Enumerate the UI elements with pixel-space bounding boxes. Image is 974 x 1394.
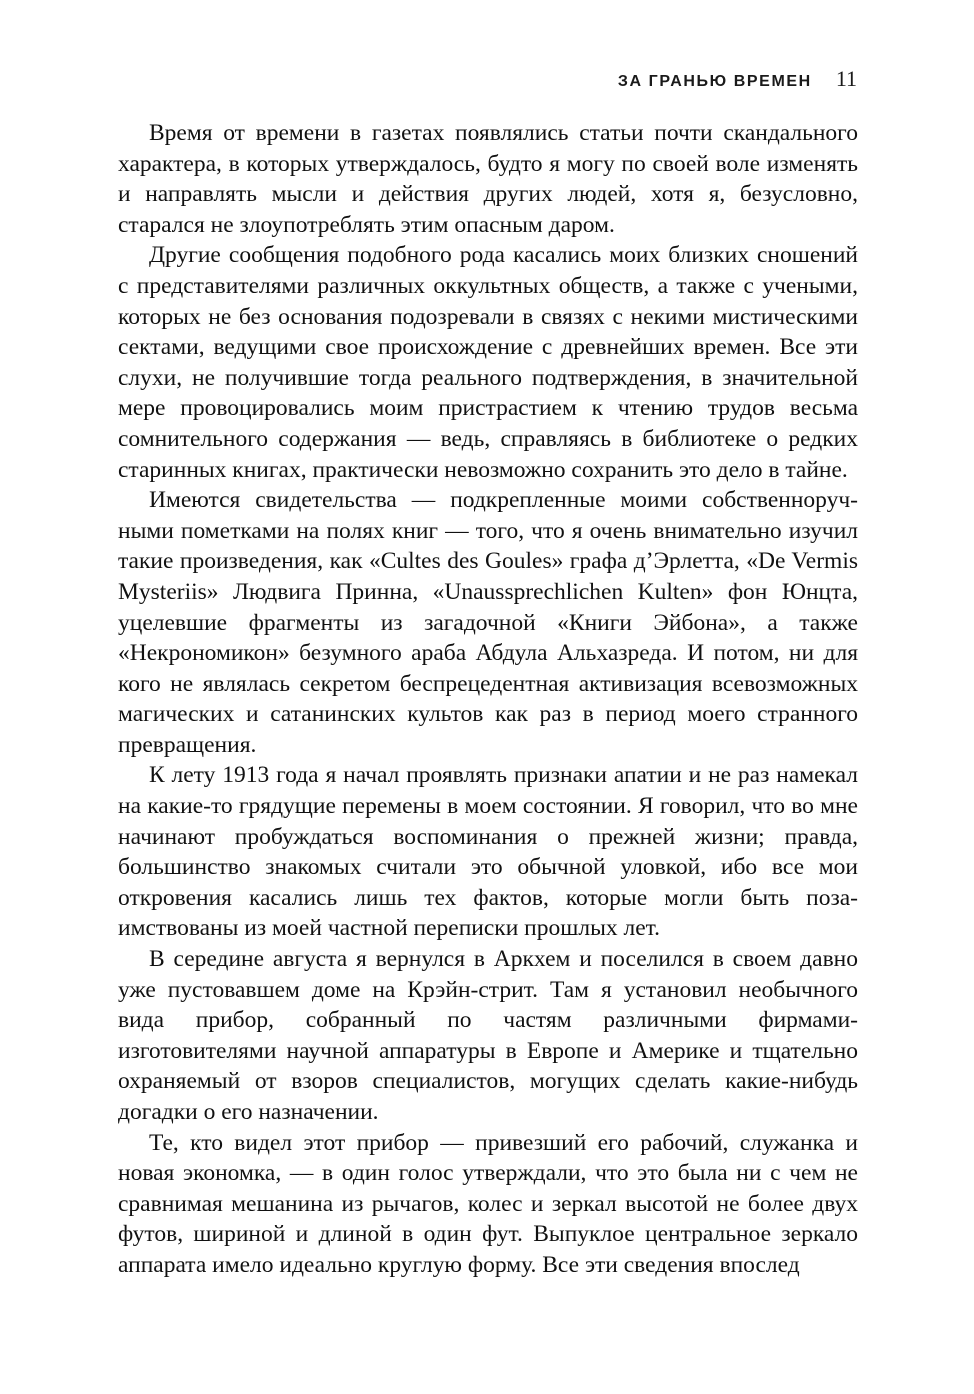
- paragraph-4: К лету 1913 года я начал проявлять признаки апатии и не раз намекал на какие-то грядущие перемены в моем состоянии. Я говорил, что во мне начинают пробуждаться воспоминания о прежней жизни; правда, большинство знакомых считали это обычной уловкой, ибо все мои откровения касались лишь тех фактов, которые могли быть позаимствованы из моей частной переписки прошлых лет.: [118, 762, 858, 942]
- paragraph-2: Другие сообщения подобного рода касались моих близких сношений с представителями различных оккультных обществ, а также с учеными, которых не без основания подозревали в связях с некими мистическими сектами, ведущими свое происхождение с древнейших времен. Все эти слухи, не получившие тогда реального подтверждения, в значительной мере провоцировались моим пристрастием к чтению трудов весьма сомнительного содержания — ведь, справляясь в библиотеке о редких старинных книгах, практически невозможно сохранить это дело в тайне.: [118, 242, 858, 483]
- body-text: [118, 118, 858, 1281]
- paragraph-5: В середине августа я вернулся в Аркхем и поселился в своем давно уже пустовавшем доме на Крэйн-стрит. Там я установил необычного вида прибор, собранный по частям различными фирмами-изготовителями научной аппаратуры в Европе и Америке и тщательно охраняемый от взоров специалистов, могущих сделать какие-нибудь догадки о его назначении.: [118, 946, 858, 1125]
- running-title: ЗА ГРАНЬЮ ВРЕМЕН: [617, 73, 812, 90]
- running-head: [618, 66, 857, 96]
- paragraph-6: Те, кто видел этот прибор — привезший его рабочий, служанка и новая экономка, — в один голос утверждали, что это была ни с чем не сравнимая мешанина из рычагов, колес и зеркал высотой не более двух футов, шириной и длиной в один фут. Выпуклое центральное зеркало аппарата имело идеально круглую форму. Все эти сведения впослед: [118, 1129, 858, 1278]
- page-number: 11: [835, 66, 857, 91]
- paragraph-1: Время от времени в газетах появлялись статьи почти скандального характера, в которых утверждалось, будто я могу по своей воле изменять и направлять мысли и действия других людей, хотя я, безусловно, старался не злоупотреблять этим опасным даром.: [118, 120, 858, 238]
- paragraph-3: Имеются свидетельства — подкрепленные моими собственноручными пометками на полях книг — того, что я очень внимательно изучил такие произведения, как «Cultes des Goules» графа д’Эрлетта, «De Vermis Mysteriis» Людвига Принна, «Unaussprechlichen Kulten» фон Юнцта, уцелевшие фрагменты из загадочной «Книги Эйбона», а также «Некрономикон» безумного араба Абдула Альхазреда. И потом, ни для кого не являлась секретом беспрецедентная активизация всевозможных магических и сатанинских культов как раз в период моего странного превращения.: [118, 487, 858, 758]
